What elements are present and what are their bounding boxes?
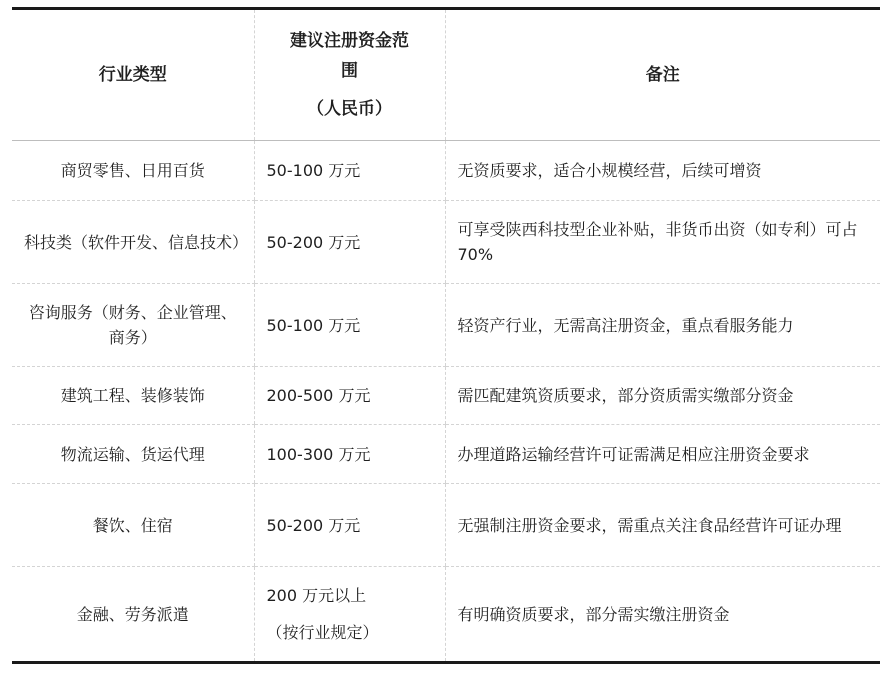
cell-capital: 50-100 万元 [254,284,445,367]
cell-capital: 50-100 万元 [254,141,445,201]
capital-table-container [12,7,880,664]
header-capital-line-3: （人民币） [307,99,392,119]
cell-note: 需匹配建筑资质要求，部分资质需实缴部分资金 [445,367,880,425]
cell-capital [254,567,445,663]
header-capital [254,9,445,141]
cell-capital: 100-300 万元 [254,425,445,484]
cell-industry: 科技类（软件开发、信息技术） [12,201,254,284]
cell-industry: 金融、劳务派遣 [12,567,254,663]
cell-note: 无资质要求，适合小规模经营，后续可增资 [445,141,880,201]
cell-industry: 商贸零售、日用百货 [12,141,254,201]
table-row [12,567,880,663]
cell-industry: 建筑工程、装修装饰 [12,367,254,425]
header-industry: 行业类型 [12,9,254,141]
table-row [12,141,880,201]
table-row [12,201,880,284]
cell-note: 有明确资质要求，部分需实缴注册资金 [445,567,880,663]
table-header-row [12,9,880,141]
cell-note: 办理道路运输经营许可证需满足相应注册资金要求 [445,425,880,484]
cell-capital: 200-500 万元 [254,367,445,425]
cell-note: 无强制注册资金要求，需重点关注食品经营许可证办理 [445,484,880,567]
header-capital-line-1: 建议注册资金范 [290,31,409,51]
cell-industry: 咨询服务（财务、企业管理、商务） [12,284,254,367]
cell-capital: 50-200 万元 [254,201,445,284]
cell-capital-line-2: （按行业规定） [266,623,379,642]
header-notes: 备注 [445,9,880,141]
registered-capital-table [12,7,880,664]
header-capital-line-2: 围 [341,61,358,81]
cell-capital: 50-200 万元 [254,484,445,567]
cell-capital-line-1: 200 万元以上 [266,586,367,605]
cell-note: 可享受陕西科技型企业补贴，非货币出资（如专利）可占 70% [445,201,880,284]
table-row [12,367,880,425]
table-row [12,425,880,484]
cell-industry: 餐饮、住宿 [12,484,254,567]
table-row [12,484,880,567]
cell-industry: 物流运输、货运代理 [12,425,254,484]
table-row [12,284,880,367]
cell-note: 轻资产行业，无需高注册资金，重点看服务能力 [445,284,880,367]
